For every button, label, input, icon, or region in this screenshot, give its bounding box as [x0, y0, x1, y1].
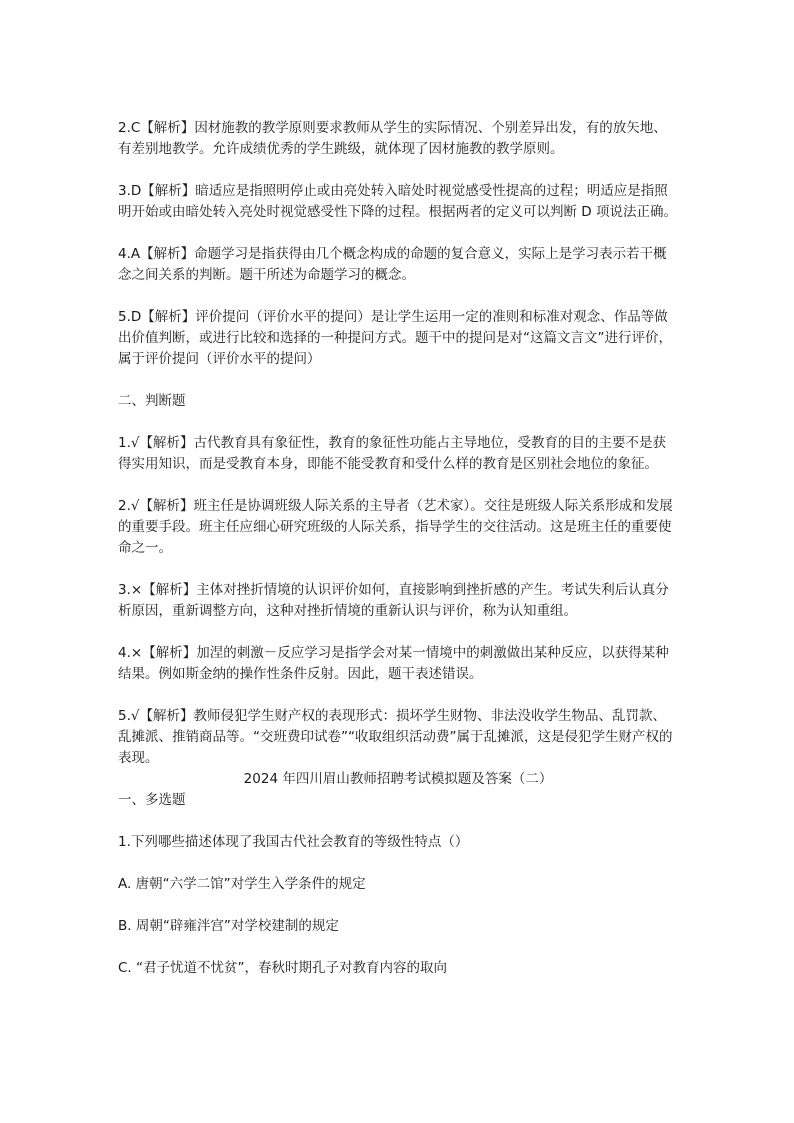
- analysis-tag: 【解析】: [141, 183, 196, 199]
- answer-4: [118, 244, 678, 286]
- exam-title: 2024 年四川眉山教师招聘考试模拟题及答案（二）: [243, 771, 553, 787]
- question-1: 1.下列哪些描述体现了我国古代社会教育的等级性特点（）: [118, 834, 469, 850]
- document-body: [118, 118, 678, 1000]
- judgment-number: 3.×: [118, 582, 143, 598]
- analysis-text: 教师侵犯学生财产权的表现形式：损坏学生财物、非法没收学生物品、乱罚款、乱摊派、推销商品等。“交班费印试卷”“收取组织活动费”属于乱摊派，这是侵犯学生财产权的表现。: [118, 708, 673, 766]
- multi-choice-heading: 一、多选题: [118, 792, 186, 808]
- analysis-tag: 【解析】: [142, 582, 197, 598]
- option-c: C. “君子忧道不忧贫”，春秋时期孔子对教育内容的取向: [118, 960, 447, 976]
- analysis-tag: 【解析】: [140, 246, 195, 262]
- analysis-text: 主体对挫折情境的认识评价如何，直接影响到挫折感的产生。考试失利后认真分析原因，重新调整方向，这种对挫折情境的重新认识与评价，称为认知重组。: [118, 582, 669, 619]
- analysis-tag: 【解析】: [139, 498, 194, 514]
- answer-number: 4.A: [118, 246, 141, 262]
- judgment-3: [118, 580, 678, 622]
- analysis-tag: 【解析】: [139, 435, 194, 451]
- answer-5: [118, 307, 678, 370]
- analysis-tag: 【解析】: [140, 120, 195, 136]
- answer-number: 2.C: [118, 120, 141, 136]
- judgment-number: 1.√: [118, 435, 140, 451]
- judgment-number: 5.√: [118, 708, 140, 724]
- analysis-text: 评价提问（评价水平的提问）是让学生运用一定的准则和标准对观念、作品等做出价值判断，或进行比较和选择的一种提问方式。题干中的提问是对“这篇文言文”进行评价，属于评价提问（评价水平的提问）: [118, 309, 672, 367]
- analysis-tag: 【解析】: [139, 708, 194, 724]
- analysis-text: 加涅的刺激－反应学习是指学会对某一情境中的刺激做出某种反应，以获得某种结果。例如斯金纳的操作性条件反射。因此，题干表述错误。: [118, 645, 669, 682]
- judgment-heading: 二、判断题: [118, 393, 186, 409]
- analysis-tag: 【解析】: [142, 645, 197, 661]
- judgment-4: [118, 643, 678, 685]
- judgment-2: [118, 496, 678, 559]
- option-a: A. 唐朝“六学二馆”对学生入学条件的规定: [118, 876, 366, 892]
- analysis-text: 班主任是协调班级人际关系的主导者（艺术家）。交往是班级人际关系形成和发展的重要手段。班主任应细心研究班级的人际关系，指导学生的交往活动。这是班主任的重要使命之一。: [118, 498, 673, 556]
- answer-3: [118, 181, 678, 223]
- answer-2: [118, 118, 678, 160]
- analysis-text: 暗适应是指照明停止或由亮处转入暗处时视觉感受性提高的过程；明适应是指照明开始或由暗处转入亮处时视觉感受性下降的过程。根据两者的定义可以判断 D 项说法正确。: [118, 183, 677, 220]
- analysis-text: 古代教育具有象征性，教育的象征性功能占主导地位，受教育的目的主要不是获得实用知识，而是受教育本身，即能不能受教育和受什么样的教育是区别社会地位的象征。: [118, 435, 666, 472]
- judgment-number: 2.√: [118, 498, 140, 514]
- answer-number: 5.D: [118, 309, 142, 325]
- judgment-1: [118, 433, 678, 475]
- option-b: B. 周朝“辟雍泮宫”对学校建制的规定: [118, 918, 339, 934]
- analysis-text: 因材施教的教学原则要求教师从学生的实际情况、个别差异出发，有的放矢地、有差别地教学。允许成绩优秀的学生跳级，就体现了因材施教的教学原则。: [118, 120, 667, 157]
- analysis-text: 命题学习是指获得由几个概念构成的命题的复合意义，实际上是学习表示若干概念之间关系的判断。题干所述为命题学习的概念。: [118, 246, 667, 283]
- answer-number: 3.D: [118, 183, 142, 199]
- analysis-tag: 【解析】: [141, 309, 196, 325]
- judgment-5: [118, 706, 678, 769]
- judgment-number: 4.×: [118, 645, 143, 661]
